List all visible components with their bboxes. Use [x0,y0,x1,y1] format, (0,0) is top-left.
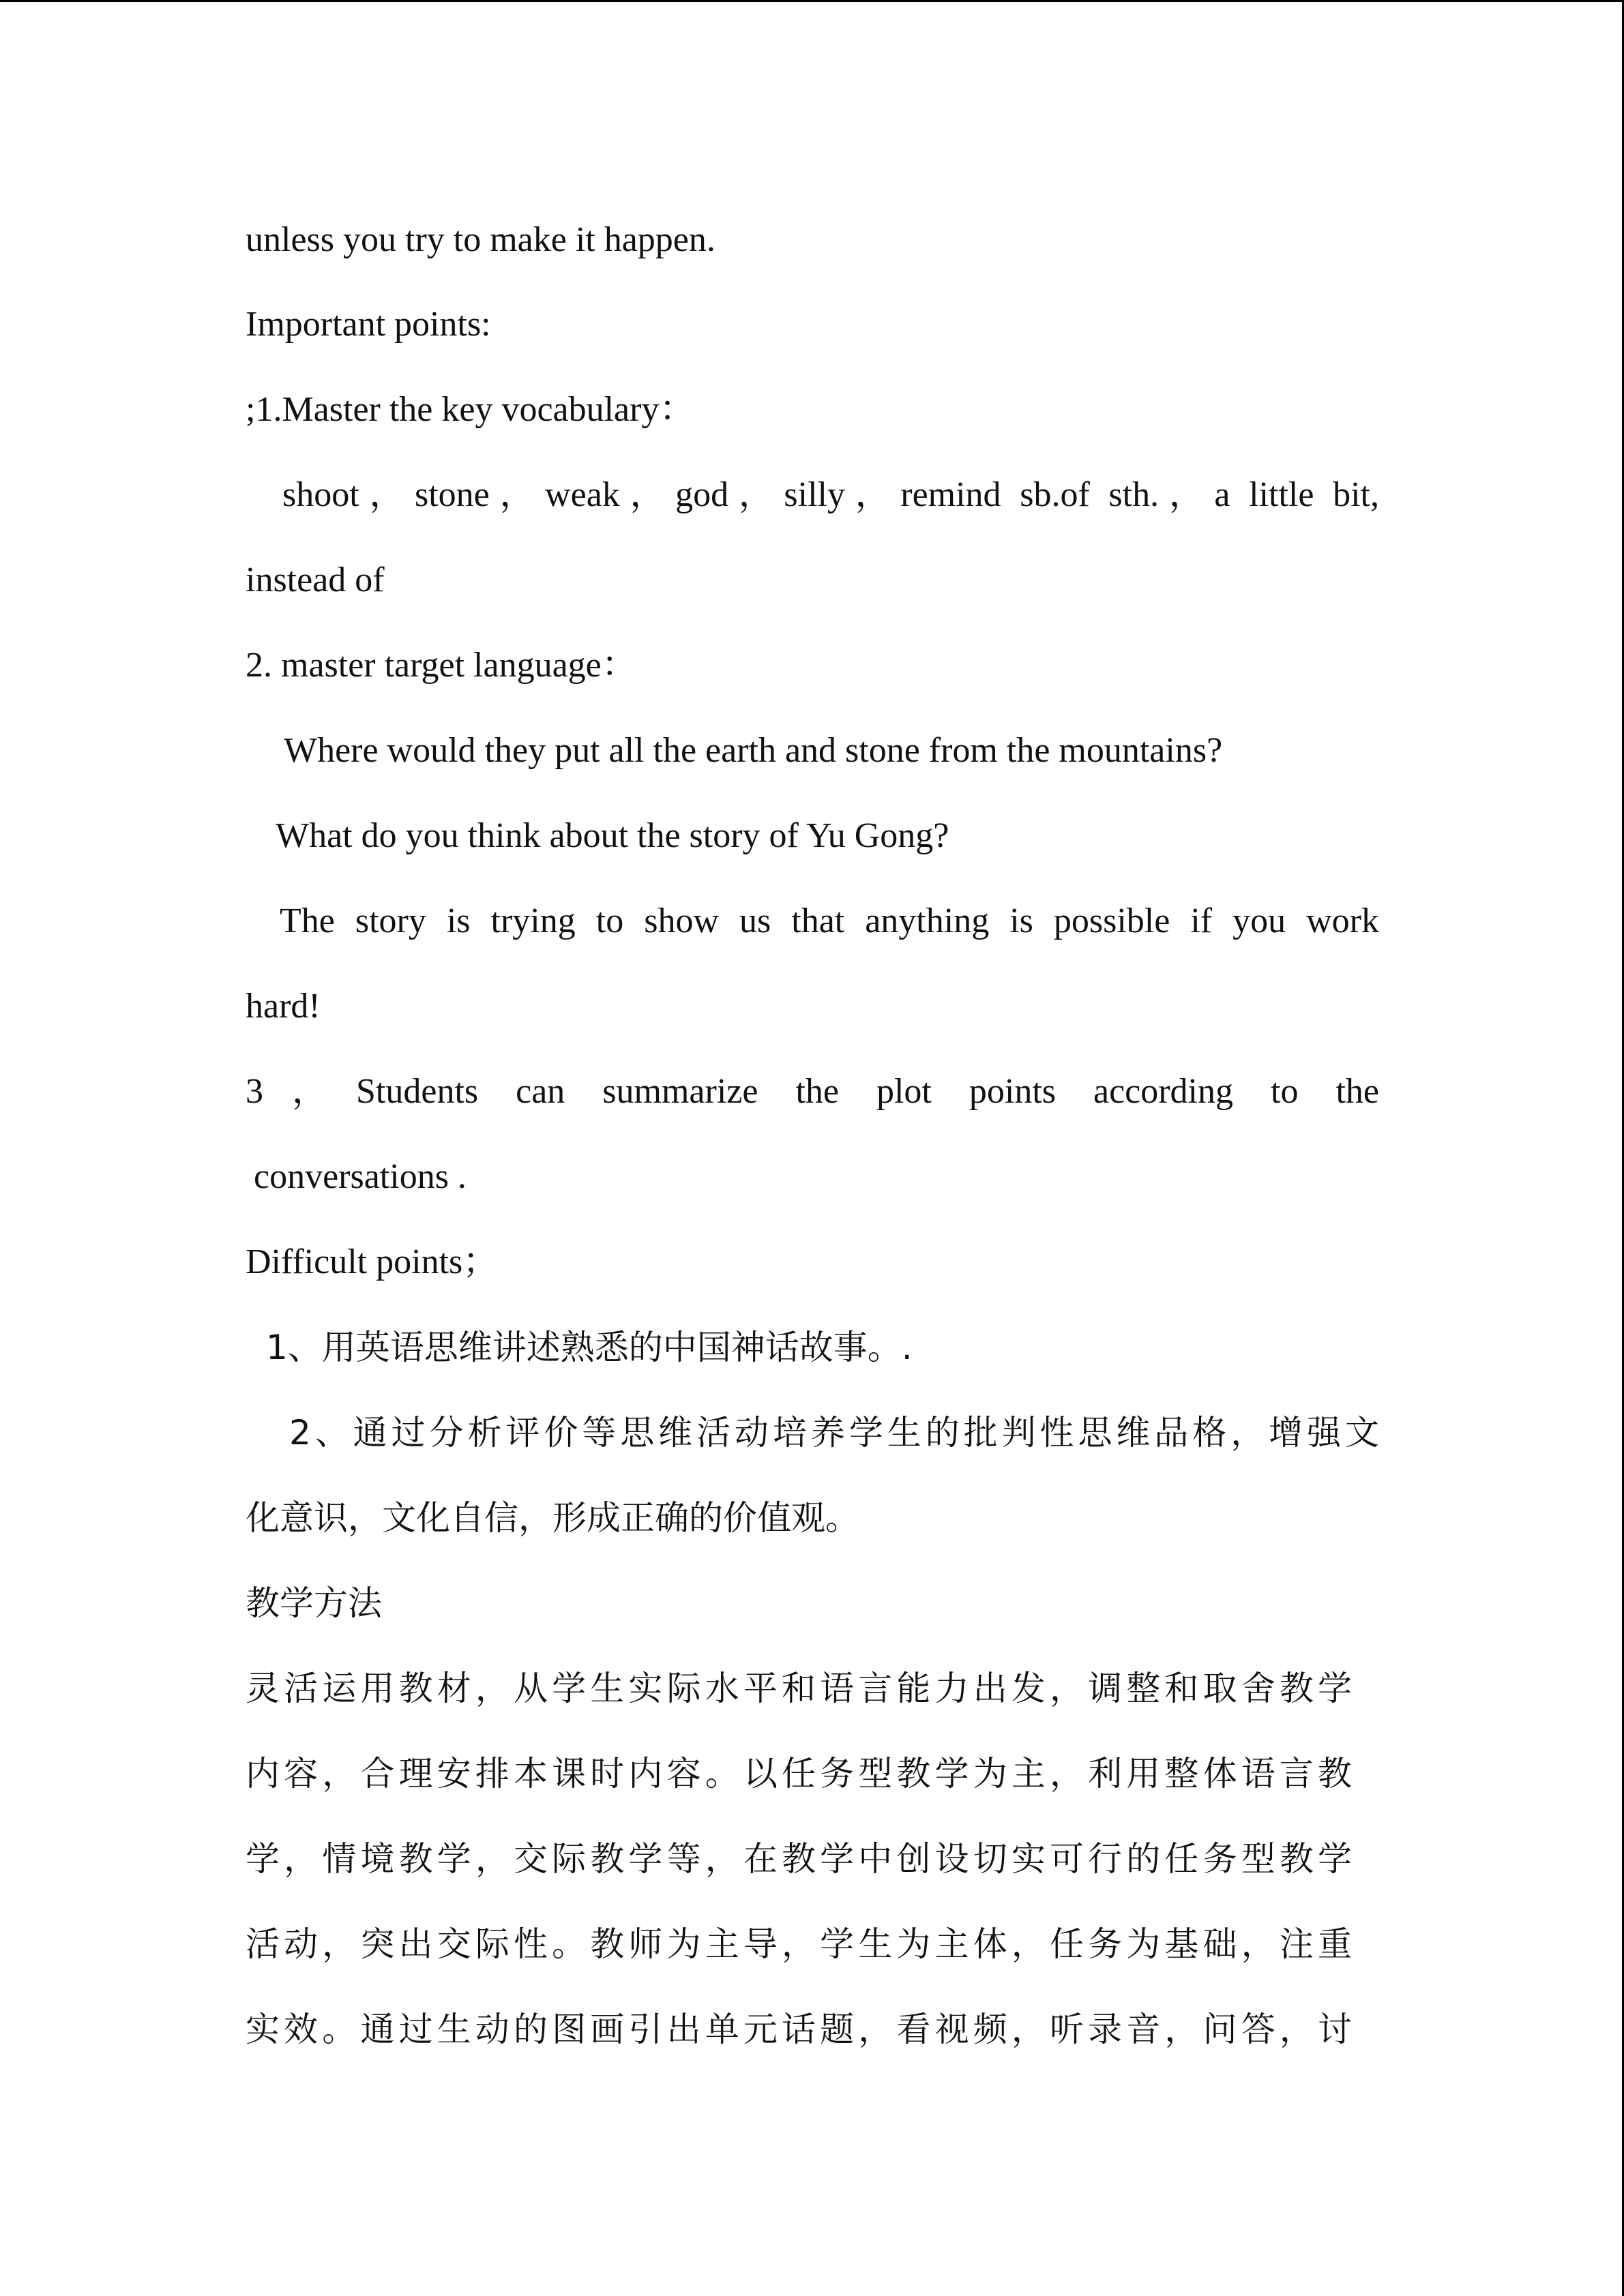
page-top-border [0,0,1624,2]
target-sentence-2: What do you think about the story of Yu Gong? [276,816,949,855]
target-sentence-3: The story is trying to show us that anything is possible if you work [280,901,1379,940]
key-vocabulary-item: ;1.Master the key vocabulary： [246,390,695,429]
vocabulary-list-cont: instead of [246,561,385,599]
teaching-method-line-2: 内容，合理安排本课时内容。以任务型教学为主，利用整体语言教 [246,1754,1352,1793]
target-sentence-1: Where would they put all the earth and stone from the mountains? [284,731,1223,770]
teaching-method-heading: 教学方法 [246,1583,382,1623]
teaching-method-line-4: 活动，突出交际性。教师为主导，学生为主体，任务为基础，注重 [246,1924,1352,1964]
target-language-item: 2. master target language： [246,646,637,685]
important-points-heading: Important points: [246,305,491,344]
text-line-1: unless you try to make it happen. [246,220,715,259]
difficult-point-1: 1、用英语思维讲述熟悉的中国神话故事。. [266,1328,913,1367]
difficult-point-2: 2、通过分析评价等思维活动培养学生的批判性思维品格，增强文 [289,1413,1379,1452]
teaching-method-line-3: 学，情境教学，交际教学等，在教学中创设切实可行的任务型教学 [246,1839,1352,1879]
vocabulary-list: shoot，stone，weak，god，silly，remind sb.of sth.，a little bit, [282,475,1379,514]
summarize-item: 3，Students can summarize the plot points according to the [246,1072,1379,1111]
teaching-method-line-1: 灵活运用教材，从学生实际水平和语言能力出发，调整和取舍教学 [246,1669,1352,1708]
difficult-points-heading: Difficult points； [246,1242,499,1281]
target-sentence-3-cont: hard! [246,987,321,1026]
teaching-method-line-5: 实效。通过生动的图画引出单元话题，看视频，听录音，问答，讨 [246,2010,1352,2049]
difficult-point-2-cont: 化意识，文化自信，形成正确的价值观。 [246,1498,859,1538]
summarize-item-cont: conversations . [254,1157,467,1196]
